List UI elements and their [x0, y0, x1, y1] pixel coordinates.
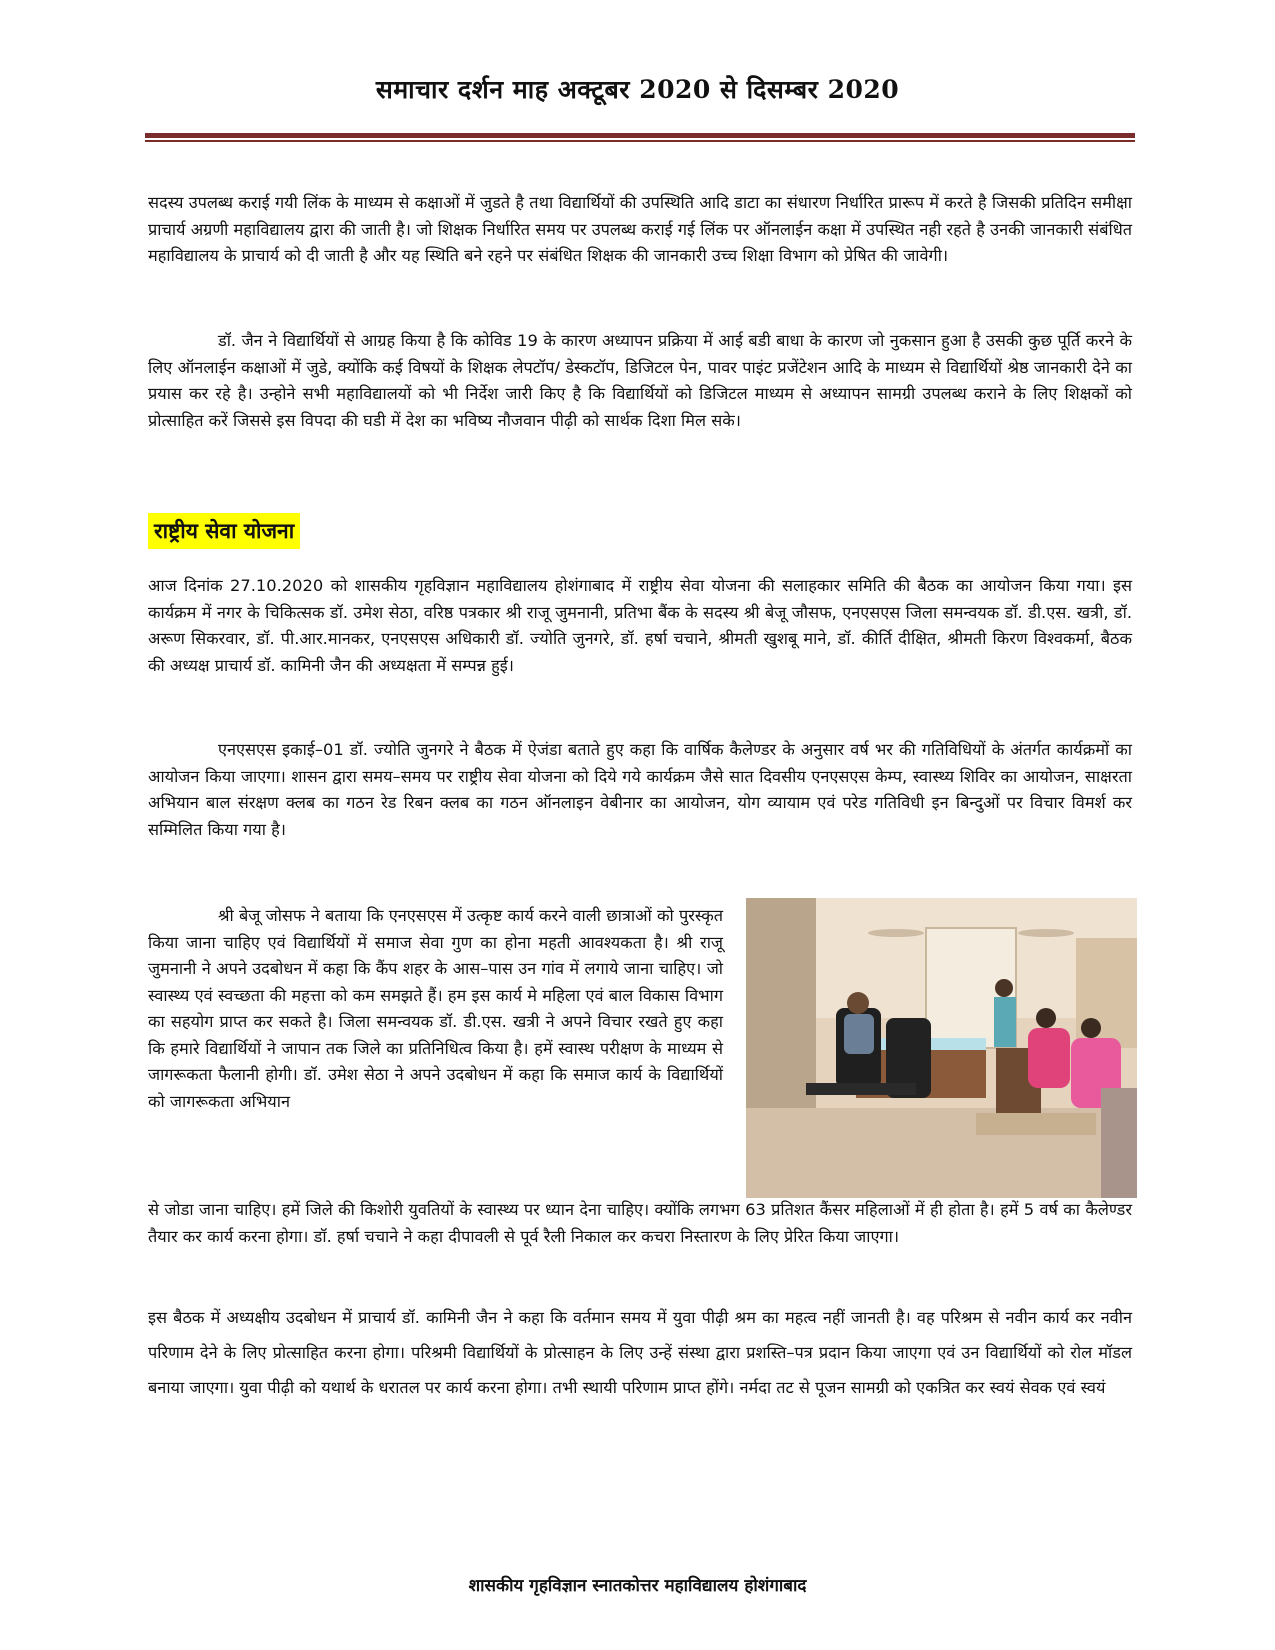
paragraph-6: इस बैठक में अध्यक्षीय उदबोधन में प्राचार्य डॉ. कामिनी जैन ने कहा कि वर्तमान समय में युवा पीढ़ी श्रम का महत्व नहीं जानती है। वह परिश्रम से नवीन कार्य कर नवीन परिणाम देने के लिए प्रोत्साहित करना होगा। परिश्रमी विद्यार्थियों के प्रोत्साहन के लिए उन्हें संस्था द्वारा प्रशस्ति–पत्र प्रदान किया जाएगा एवं उन विद्यार्थियों को रोल मॉडल बनाया जाएगा। युवा पीढ़ी को यथार्थ के धरातल पर कार्य करना होगा। तभी स्थायी परिणाम प्राप्त होंगे। नर्मदा तट से पूजन सामग्री को एकत्रित कर स्वयं सेवक एवं स्वयं [148, 1308, 1132, 1397]
section-heading-nss: राष्ट्रीय सेवा योजना [148, 513, 300, 549]
paragraph-5-wrapped: श्री बेजू जोसफ ने बताया कि एनएसएस में उत्कृष्ट कार्य करने वाली छात्राओं को पुरस्कृत किया जाना चाहिए एवं विद्यार्थियों में समाज सेवा गुण का होना महती आवश्यकता है। श्री राजू जुमनानी ने अपने उदबोधन में कहा कि कैंप शहर के आस–पास उन गांव में लगाये जाना चाहिए। जो स्वास्थ्य एवं स्वच्छता की महत्ता को कम समझते हैं। हम इस कार्य मे महिला एवं बाल विकास विभाग का सहयोग प्राप्त कर सकते है। जिला समन्वयक डॉ. डी.एस. खत्री ने अपने विचार रखते हुए कहा कि हमारे विद्यार्थियों ने जापान तक जिले का प्रतिनिधित्व किया है। हमें स्वास्थ परीक्षण के माध्यम से जागरूकता फैलानी होगी। डॉ. उमेश सेठा ने अपने उदबोधन में कहा कि समाज कार्य के विद्यार्थियों को जागरूकता अभियान [148, 906, 723, 1111]
paragraph-4: एनएसएस इकाई–01 डॉ. ज्योति जुनगरे ने बैठक में ऐजंडा बताते हुए कहा कि वार्षिक कैलेण्डर के अनुसार वर्ष भर की गतिविधियों के अंतर्गत कार्यक्रमों का आयोजन किया जाएगा। शासन द्वारा समय–समय पर राष्ट्रीय सेवा योजना को दिये गये कार्यक्रम जैसे सात दिवसीय एनएसएस केम्प, स्वास्थ्य शिविर का आयोजन, साक्षरता अभियान बाल संरक्षण क्लब का गठन रेड रिबन क्लब का गठन ऑनलाइन वेबीनार का आयोजन, योग व्यायाम एवं परेड गतिविधी इन बिन्दुओं पर विचार विमर्श कर सम्मिलित किया गया है। [148, 740, 1132, 839]
paragraph-1: सदस्य उपलब्ध कराई गयी लिंक के माध्यम से कक्षाओं में जुडते है तथा विद्यार्थियों की उपस्थिति आदि डाटा का संधारण निर्धारित प्रारूप में करते है जिसकी प्रतिदिन समीक्षा प्राचार्य अग्रणी महाविद्यालय द्वारा की जाती है। जो शिक्षक निर्धारित समय पर उपलब्ध कराई गई लिंक पर ऑनलाईन कक्षा में उपस्थित नही रहते है उनकी जानकारी संबंधित महाविद्यालय के प्राचार्य को दी जाती है और यह स्थिति बने रहने पर संबंधित शिक्षक की जानकारी उच्च शिक्षा विभाग को प्रेषित की जावेगी। [148, 193, 1132, 265]
header-rule-thin [145, 140, 1135, 142]
paragraph-2: डॉ. जैन ने विद्यार्थियों से आग्रह किया है कि कोविड 19 के कारण अध्यापन प्रक्रिया में आई बडी बाधा के कारण जो नुकसान हुआ है उसकी कुछ पूर्ति करने के लिए ऑनलाईन कक्षाओं में जुडे, क्योंकि कई विषयों के शिक्षक लेपटॉप/ डेस्कटॉप, डिजिटल पेन, पावर पाइंट प्रजेंटेशन आदि के माध्यम से विद्यार्थियों श्रेष्ठ जानकारी देने का प्रयास कर रहे है। उन्होने सभी महाविद्यालयों को भी निर्देश जारी किए है कि विद्यार्थियों को डिजिटल माध्यम से अध्यापन सामग्री उपलब्ध कराने के लिए शिक्षकों को प्रोत्साहित करें जिससे इस विपदा की घडी में देश का भविष्य नौजवान पीढ़ी को सार्थक दिशा मिल सके। [148, 331, 1132, 430]
header-rule-thick [145, 133, 1135, 138]
page-title: समाचार दर्शन माह अक्टूबर 2020 से दिसम्बर 2020 [375, 75, 900, 104]
paragraph-5-continued: से जोडा जाना चाहिए। हमें जिले की किशोरी युवतियों के स्वास्थ्य पर ध्यान देना चाहिए। क्योंकि लगभग 63 प्रतिशत कैंसर महिलाओं में ही होता है। हमें 5 वर्ष का कैलेण्डर तैयार कर कार्य करना होगा। डॉ. हर्षा चचाने ने कहा दीपावली से पूर्व रैली निकाल कर कचरा निस्तारण के लिए प्रेरित किया जाएगा। [148, 1200, 1132, 1246]
paragraph-3: आज दिनांक 27.10.2020 को शासकीय गृहविज्ञान महाविद्यालय होशंगाबाद में राष्ट्रीय सेवा योजना की सलाहकार समिति की बैठक का आयोजन किया गया। इस कार्यक्रम में नगर के चिकित्सक डॉ. उमेश सेठा, वरिष्ठ पत्रकार श्री राजू जुमनानी, प्रतिभा बैंक के सदस्य श्री बेजू जौसफ, एनएसएस जिला समन्वयक डॉ. डी.एस. खत्री, डॉ. अरूण सिकरवार, डॉ. पी.आर.मानकर, एनएसएस अधिकारी डॉ. ज्योति जुनगरे, डॉ. हर्षा चचाने, श्रीमती खुशबू माने, डॉ. कीर्ति दीक्षित, श्रीमती किरण विश्वकर्मा, बैठक की अध्यक्ष प्राचार्य डॉ. कामिनी जैन की अध्यक्षता में सम्पन्न हुई। [148, 576, 1132, 675]
footer-college-name: शासकीय गृहविज्ञान स्नातकोत्तर महाविद्यालय होशंगाबाद [468, 1576, 807, 1596]
meeting-photo [746, 898, 1137, 1198]
